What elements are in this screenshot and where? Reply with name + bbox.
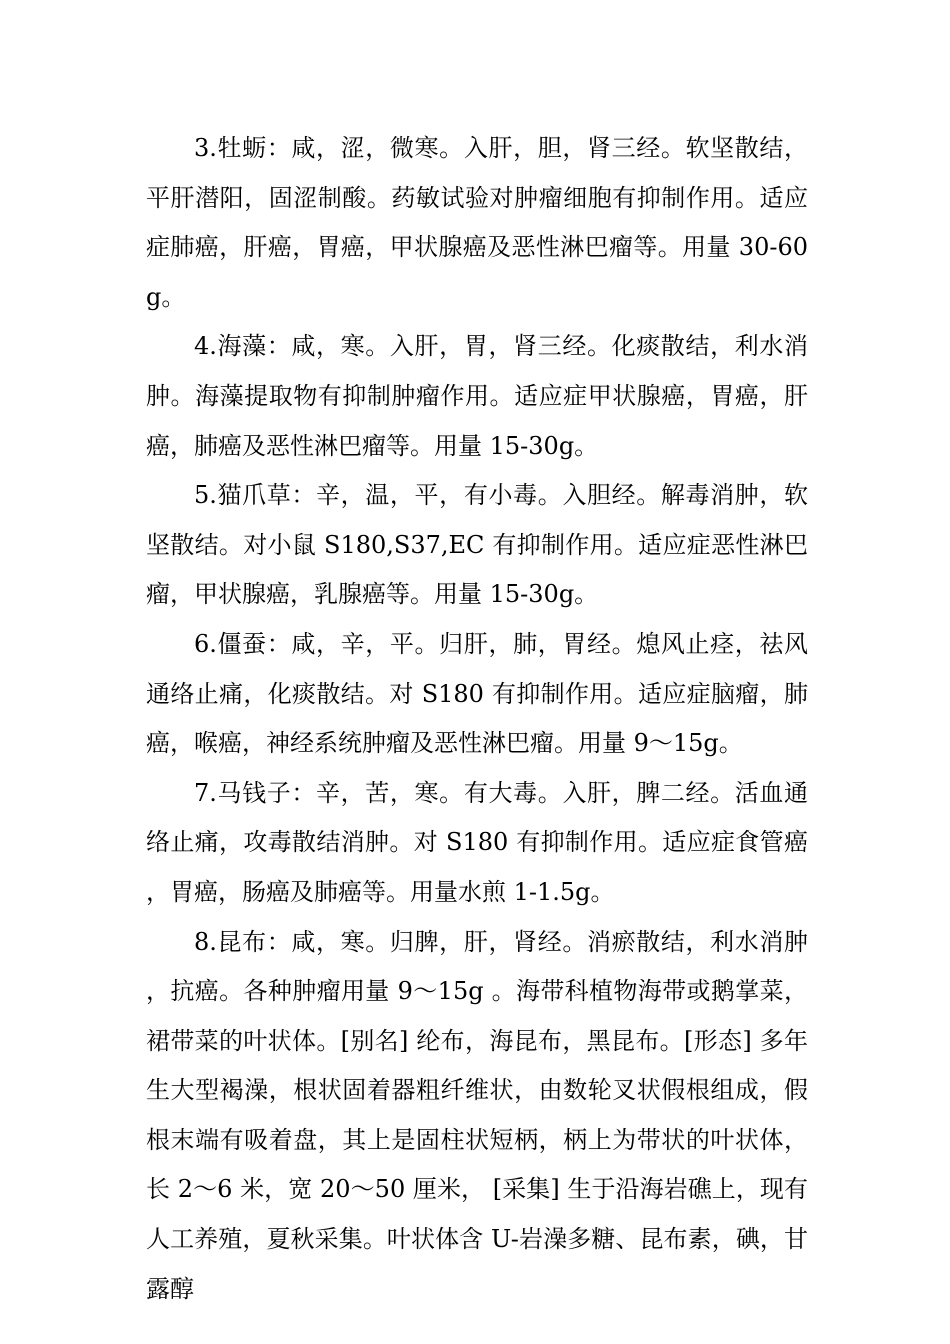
paragraph-oyster: 3.牡蛎：咸，涩，微寒。入肝，胆，肾三经。软坚散结，平肝潜阳，固涩制酸。药敏试验对肿瘤细胞有抑制作用。适应症肺癌，肝癌，胃癌，甲状腺癌及恶性淋巴瘤等。用量 30-60g。 (146, 134, 808, 311)
paragraph-nux-vomica: 7.马钱子：辛，苦，寒。有大毒。入肝，脾二经。活血通络止痛，攻毒散结消肿。对 S180 有抑制作用。适应症食管癌，胃癌，肠癌及肺癌等。用量水煎 1-1.5g。 (146, 778, 808, 906)
document-body (146, 124, 808, 1314)
paragraph-seaweed: 4.海藻：咸，寒。入肝，胃，肾三经。化痰散结，利水消肿。海藻提取物有抑制肿瘤作用。适应症甲状腺癌，胃癌，肝癌，肺癌及恶性淋巴瘤等。用量 15-30g。 (146, 332, 808, 460)
paragraph-cat-claw-herb: 5.猫爪草：辛，温，平，有小毒。入胆经。解毒消肿，软坚散结。对小鼠 S180,S37,EC 有抑制作用。适应症恶性淋巴瘤，甲状腺癌，乳腺癌等。用量 15-30g。 (146, 481, 808, 609)
paragraph-silkworm: 6.僵蚕：咸，辛，平。归肝，肺，胃经。熄风止痉，祛风通络止痛，化痰散结。对 S180 有抑制作用。适应症脑瘤，肺癌，喉癌，神经系统肿瘤及恶性淋巴瘤。用量 9～15g。 (146, 629, 808, 758)
paragraph-kelp: 8.昆布：咸，寒。归脾，肝，肾经。消瘀散结，利水消肿，抗癌。各种肿瘤用量 9～15g 。海带科植物海带或鹅掌菜，裙带菜的叶状体。[别名] 纶布，海昆布，黑昆布。[形态] 多年生大型褐澡，根状固着器粗纤维状，由数轮叉状假根组成，假根末端有吸着盘，其上是固柱状短柄，柄上为带状的叶状体，长 2～6 米，宽 20～50 厘米， [采集] 生于沿海岩礁上，现有人工养殖，夏秋采集。叶状体含 U-岩澡多糖、昆布素，碘，甘露醇 (146, 927, 808, 1303)
